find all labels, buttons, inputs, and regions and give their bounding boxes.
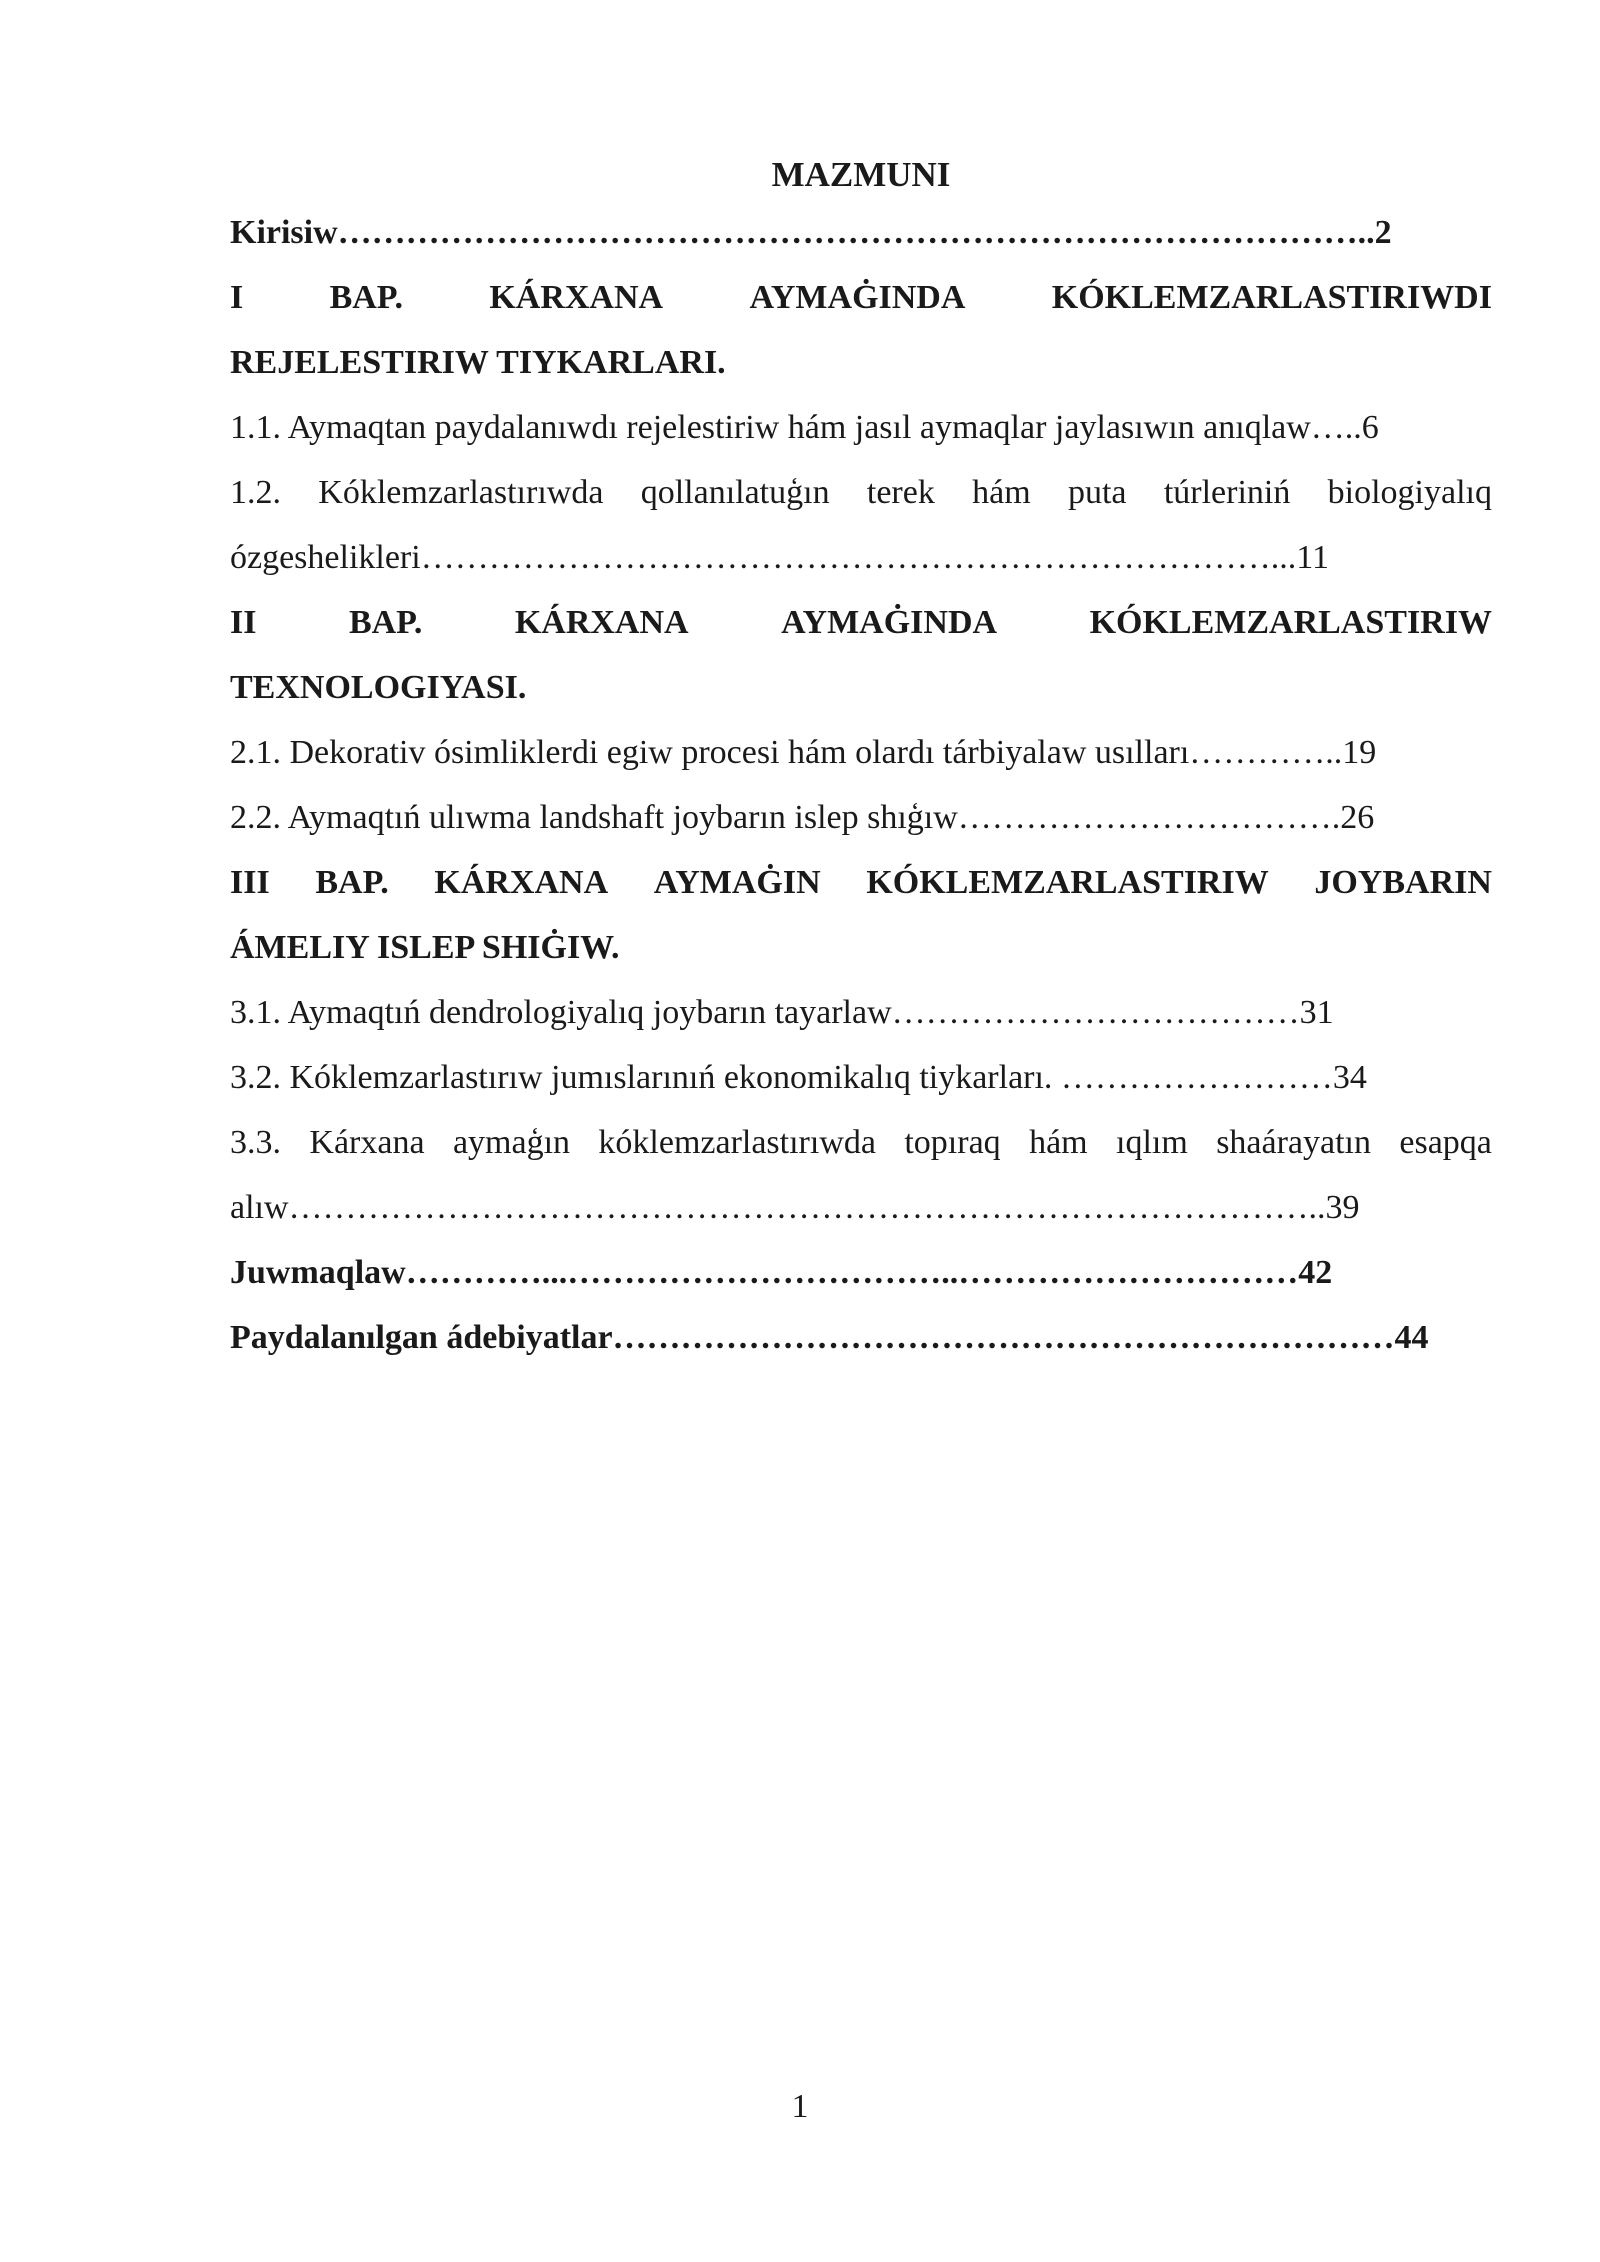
- toc-title: MAZMUNI: [771, 155, 951, 194]
- word: BAP.: [348, 604, 423, 641]
- word: hám: [972, 474, 1031, 511]
- word: Kóklemzarlastırıwda: [318, 474, 604, 511]
- toc-entry-3-3-line2: alıw………………………………………………………………………………..39: [230, 1189, 1360, 1226]
- word: shaárayatın: [1216, 1124, 1371, 1161]
- word: terek: [866, 474, 935, 511]
- word: esapqa: [1399, 1124, 1492, 1161]
- toc-entry-3-1: 3.1. Aymaqtıń dendrologiyalıq joybarın tayarlaw………………………………31: [230, 994, 1334, 1031]
- word: KÁRXANA: [514, 604, 689, 641]
- word: 1.2.: [230, 474, 281, 511]
- toc-entry-1-2-line2: ózgeshelikleri…………………………………………………………………...11: [230, 539, 1329, 576]
- table-of-contents: [230, 150, 1492, 1370]
- word: II: [230, 604, 257, 641]
- toc-chapter-1-line2: REJELESTIRIW TIYKARLARI.: [230, 344, 726, 381]
- toc-entry-1-2-line1: [230, 460, 1492, 525]
- word: KÁRXANA: [489, 279, 664, 316]
- toc-chapter-2-line2: TEXNOLOGIYASI.: [230, 669, 527, 706]
- toc-entry-kirisiw: Kirisiw………………………………………………………………………………..2: [230, 214, 1392, 251]
- word: ıqlım: [1116, 1124, 1188, 1161]
- word: KÓKLEMZARLASTIRIW: [866, 864, 1269, 901]
- word: KÓKLEMZARLASTIRIWDI: [1051, 279, 1492, 316]
- toc-entry-2-1: 2.1. Dekorativ ósimliklerdi egiw procesi hám olardı tárbiyalaw usılları…………..19: [230, 734, 1377, 771]
- toc-entry-2-2: 2.2. Aymaqtıń ulıwma landshaft joybarın islep shıģıw…………………………….26: [230, 799, 1375, 836]
- toc-entry-3-2: 3.2. Kóklemzarlastırıw jumıslarınıń ekonomikalıq tiykarları. ……………………34: [230, 1059, 1367, 1096]
- word: I: [230, 279, 244, 316]
- word: hám: [1029, 1124, 1088, 1161]
- word: kóklemzarlastırıwda: [598, 1124, 876, 1161]
- toc-chapter-3-line2: ÁMELIY ISLEP SHIĠIW.: [230, 929, 620, 966]
- toc-entry-3-3-line1: [230, 1110, 1492, 1175]
- word: 3.3.: [230, 1124, 281, 1161]
- word: qollanılatuģın: [640, 474, 830, 511]
- word: puta: [1067, 474, 1127, 511]
- word: biologiyalıq: [1327, 474, 1492, 511]
- word: KÓKLEMZARLASTIRIW: [1089, 604, 1492, 641]
- word: III: [230, 864, 270, 901]
- word: túrleriniń: [1163, 474, 1291, 511]
- word: AYMAĠINDA: [781, 604, 998, 641]
- toc-entry-1-1: 1.1. Aymaqtan paydalanıwdı rejelestiriw hám jasıl aymaqlar jaylasıwın anıqlaw…..6: [230, 409, 1379, 446]
- toc-entry-juwmaqlaw: Juwmaqlaw…………...……………………………..…………………………42: [230, 1254, 1333, 1291]
- word: JOYBARIN: [1314, 864, 1492, 901]
- word: aymaģın: [452, 1124, 571, 1161]
- word: topıraq: [904, 1124, 1001, 1161]
- page-number: 1: [791, 2088, 809, 2125]
- word: BAP.: [315, 864, 389, 901]
- word: AYMAĠIN: [653, 864, 821, 901]
- word: AYMAĠINDA: [749, 279, 966, 316]
- toc-chapter-1-line1: [230, 265, 1492, 330]
- toc-entry-adebiyat: Paydalanılgan ádebiyatlar……………………………………………………………44: [230, 1319, 1429, 1356]
- toc-chapter-3-line1: [230, 850, 1492, 915]
- word: KÁRXANA: [434, 864, 609, 901]
- word: BAP.: [329, 279, 403, 316]
- toc-chapter-2-line1: [230, 590, 1492, 655]
- word: Kárxana: [309, 1124, 425, 1161]
